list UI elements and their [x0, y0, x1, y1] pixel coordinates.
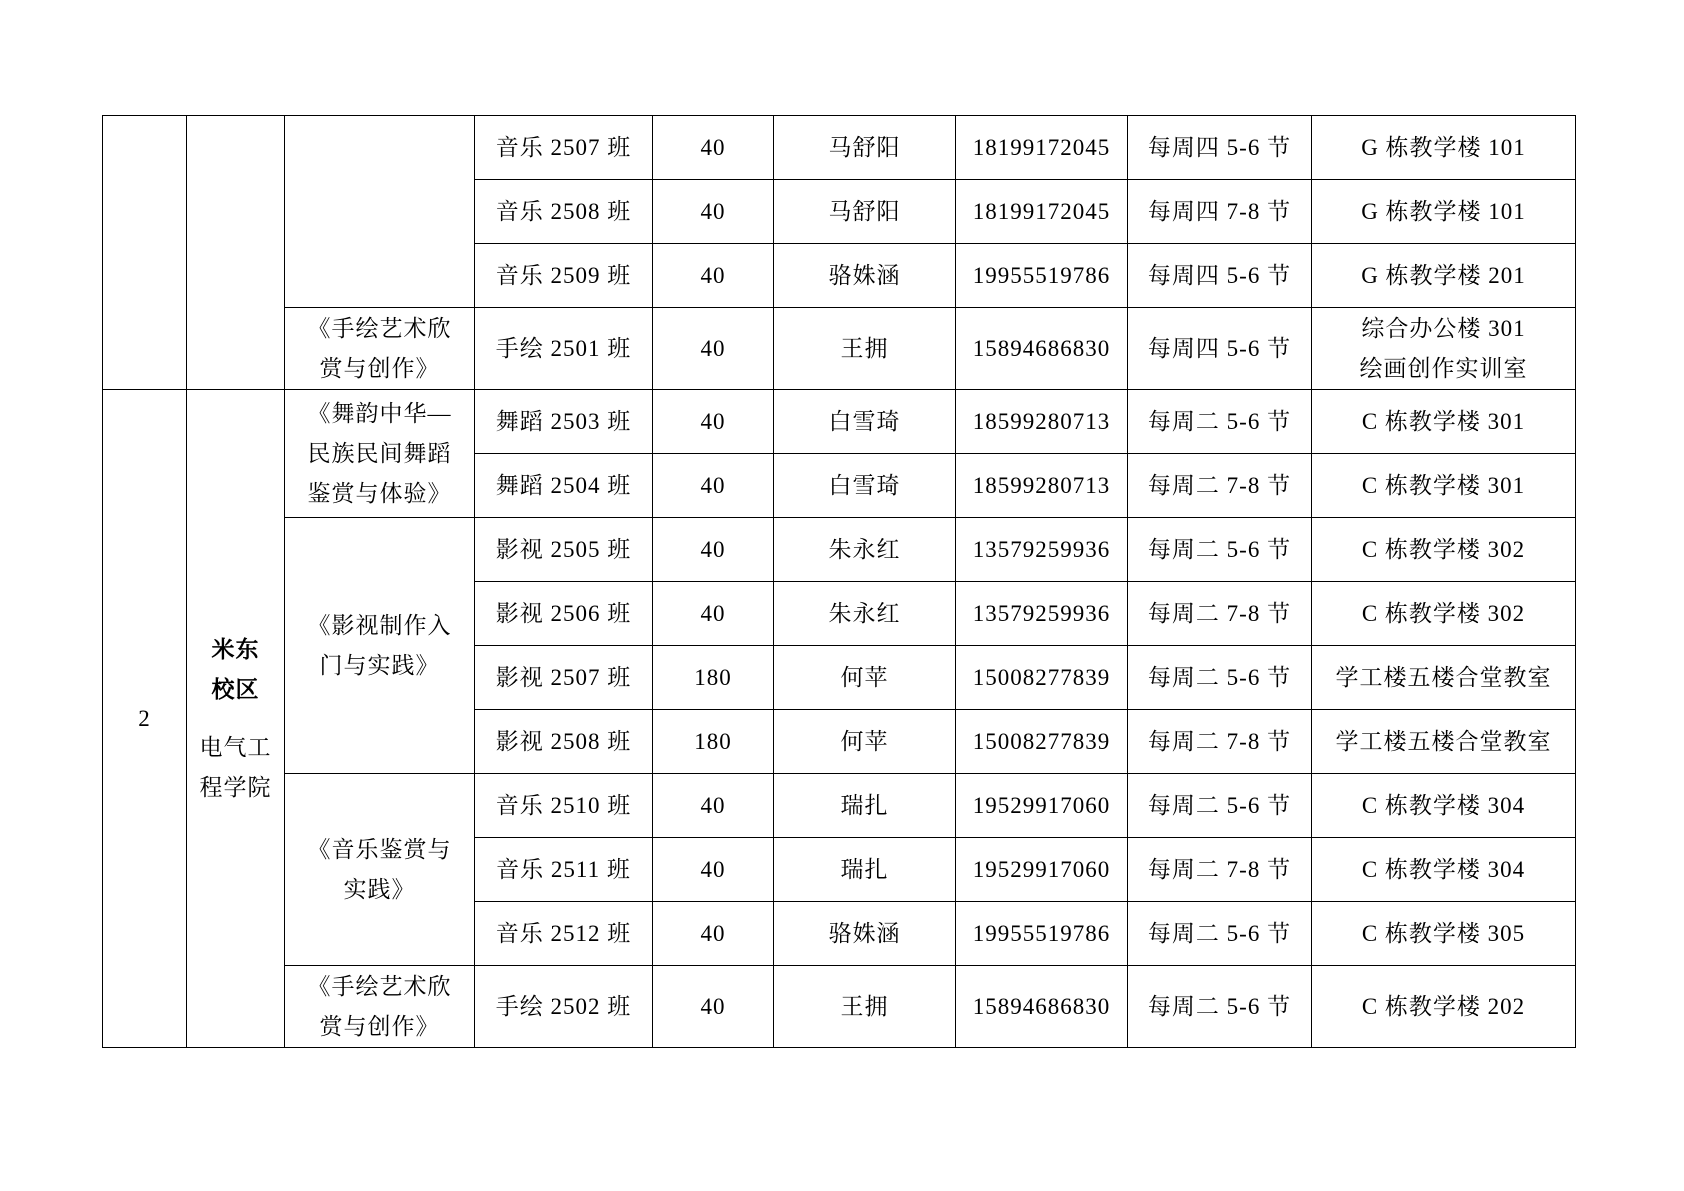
seq-cell-empty — [103, 116, 187, 390]
class-cell: 手绘 2502 班 — [475, 966, 653, 1048]
teacher-cell: 何苹 — [774, 710, 956, 774]
room-cell: C 栋教学楼 304 — [1312, 774, 1576, 838]
time-cell: 每周四 7-8 节 — [1128, 180, 1312, 244]
phone-cell: 13579259936 — [956, 582, 1128, 646]
room-cell: C 栋教学楼 301 — [1312, 454, 1576, 518]
count-cell: 180 — [653, 710, 774, 774]
teacher-cell: 马舒阳 — [774, 180, 956, 244]
department-name-line: 电气工 — [199, 734, 272, 760]
course-name-line: 《手绘艺术欣 — [307, 973, 452, 999]
table-row — [103, 308, 1576, 390]
course-name-line: 《舞韵中华— — [307, 400, 452, 426]
class-cell: 音乐 2509 班 — [475, 244, 653, 308]
campus-cell — [187, 390, 285, 1048]
teacher-cell: 骆姝涵 — [774, 902, 956, 966]
class-cell: 舞蹈 2504 班 — [475, 454, 653, 518]
room-cell — [1312, 308, 1576, 390]
room-cell: C 栋教学楼 305 — [1312, 902, 1576, 966]
time-cell: 每周二 7-8 节 — [1128, 582, 1312, 646]
campus-cell-empty — [187, 116, 285, 390]
phone-cell: 19955519786 — [956, 902, 1128, 966]
count-cell: 40 — [653, 966, 774, 1048]
course-name-cell — [285, 518, 475, 774]
teacher-cell: 白雪琦 — [774, 454, 956, 518]
count-cell: 40 — [653, 582, 774, 646]
time-cell: 每周二 5-6 节 — [1128, 774, 1312, 838]
table-row — [103, 390, 1576, 454]
room-line: 绘画创作实训室 — [1359, 355, 1528, 381]
table-row — [103, 966, 1576, 1048]
teacher-cell: 朱永红 — [774, 518, 956, 582]
teacher-cell: 朱永红 — [774, 582, 956, 646]
class-cell: 影视 2505 班 — [475, 518, 653, 582]
teacher-cell: 瑞扎 — [774, 774, 956, 838]
room-cell: 学工楼五楼合堂教室 — [1312, 646, 1576, 710]
count-cell: 40 — [653, 116, 774, 180]
count-cell: 40 — [653, 454, 774, 518]
course-name-line: 《音乐鉴赏与 — [307, 836, 452, 862]
course-name-line: 《影视制作入 — [307, 612, 452, 638]
course-name-cell — [285, 308, 475, 390]
teacher-cell: 王拥 — [774, 308, 956, 390]
course-name-line: 实践》 — [343, 876, 416, 902]
phone-cell: 18199172045 — [956, 180, 1128, 244]
course-name-line: 赏与创作》 — [319, 1013, 440, 1039]
time-cell: 每周二 5-6 节 — [1128, 518, 1312, 582]
count-cell: 40 — [653, 308, 774, 390]
room-cell: G 栋教学楼 201 — [1312, 244, 1576, 308]
room-cell: 学工楼五楼合堂教室 — [1312, 710, 1576, 774]
course-name-line: 赏与创作》 — [319, 355, 440, 381]
course-name-line: 门与实践》 — [319, 652, 440, 678]
campus-name — [187, 630, 284, 710]
phone-cell: 18599280713 — [956, 454, 1128, 518]
course-name-line: 《手绘艺术欣 — [307, 315, 452, 341]
class-cell: 音乐 2512 班 — [475, 902, 653, 966]
phone-cell: 15008277839 — [956, 646, 1128, 710]
phone-cell: 13579259936 — [956, 518, 1128, 582]
time-cell: 每周二 7-8 节 — [1128, 454, 1312, 518]
room-line: 综合办公楼 301 — [1361, 315, 1526, 341]
teacher-cell: 瑞扎 — [774, 838, 956, 902]
count-cell: 40 — [653, 902, 774, 966]
time-cell: 每周二 5-6 节 — [1128, 646, 1312, 710]
phone-cell: 19529917060 — [956, 774, 1128, 838]
time-cell: 每周二 5-6 节 — [1128, 902, 1312, 966]
teacher-cell: 何苹 — [774, 646, 956, 710]
room-cell: C 栋教学楼 302 — [1312, 582, 1576, 646]
time-cell: 每周二 5-6 节 — [1128, 966, 1312, 1048]
time-cell: 每周二 7-8 节 — [1128, 710, 1312, 774]
course-name-cell — [285, 390, 475, 518]
class-cell: 手绘 2501 班 — [475, 308, 653, 390]
phone-cell: 18599280713 — [956, 390, 1128, 454]
room-cell: G 栋教学楼 101 — [1312, 116, 1576, 180]
time-cell: 每周二 7-8 节 — [1128, 838, 1312, 902]
count-cell: 40 — [653, 518, 774, 582]
room-cell: G 栋教学楼 101 — [1312, 180, 1576, 244]
room-cell: C 栋教学楼 301 — [1312, 390, 1576, 454]
count-cell: 40 — [653, 838, 774, 902]
phone-cell: 15894686830 — [956, 966, 1128, 1048]
time-cell: 每周四 5-6 节 — [1128, 244, 1312, 308]
phone-cell: 15008277839 — [956, 710, 1128, 774]
phone-cell: 18199172045 — [956, 116, 1128, 180]
time-cell: 每周四 5-6 节 — [1128, 308, 1312, 390]
phone-cell: 19529917060 — [956, 838, 1128, 902]
teacher-cell: 骆姝涵 — [774, 244, 956, 308]
phone-cell: 19955519786 — [956, 244, 1128, 308]
course-name-cell — [285, 966, 475, 1048]
count-cell: 40 — [653, 774, 774, 838]
room-cell: C 栋教学楼 302 — [1312, 518, 1576, 582]
class-cell: 影视 2508 班 — [475, 710, 653, 774]
section-number: 2 — [103, 390, 187, 1048]
course-name-line: 鉴赏与体验》 — [307, 480, 452, 506]
count-cell: 180 — [653, 646, 774, 710]
teacher-cell: 王拥 — [774, 966, 956, 1048]
table-row — [103, 518, 1576, 582]
table-row — [103, 116, 1576, 180]
count-cell: 40 — [653, 244, 774, 308]
phone-cell: 15894686830 — [956, 308, 1128, 390]
time-cell: 每周四 5-6 节 — [1128, 116, 1312, 180]
campus-name-line: 校区 — [211, 676, 260, 702]
course-name-line: 民族民间舞蹈 — [307, 440, 452, 466]
campus-name-line: 米东 — [211, 636, 260, 662]
class-cell: 舞蹈 2503 班 — [475, 390, 653, 454]
course-schedule-table — [102, 115, 1576, 1048]
teacher-cell: 马舒阳 — [774, 116, 956, 180]
count-cell: 40 — [653, 180, 774, 244]
class-cell: 音乐 2510 班 — [475, 774, 653, 838]
count-cell: 40 — [653, 390, 774, 454]
class-cell: 音乐 2507 班 — [475, 116, 653, 180]
course-cell-empty — [285, 116, 475, 308]
class-cell: 音乐 2511 班 — [475, 838, 653, 902]
table-row — [103, 774, 1576, 838]
room-cell: C 栋教学楼 304 — [1312, 838, 1576, 902]
class-cell: 音乐 2508 班 — [475, 180, 653, 244]
class-cell: 影视 2507 班 — [475, 646, 653, 710]
department-name-line: 程学院 — [199, 774, 272, 800]
course-name-cell — [285, 774, 475, 966]
class-cell: 影视 2506 班 — [475, 582, 653, 646]
teacher-cell: 白雪琦 — [774, 390, 956, 454]
room-cell: C 栋教学楼 202 — [1312, 966, 1576, 1048]
time-cell: 每周二 5-6 节 — [1128, 390, 1312, 454]
